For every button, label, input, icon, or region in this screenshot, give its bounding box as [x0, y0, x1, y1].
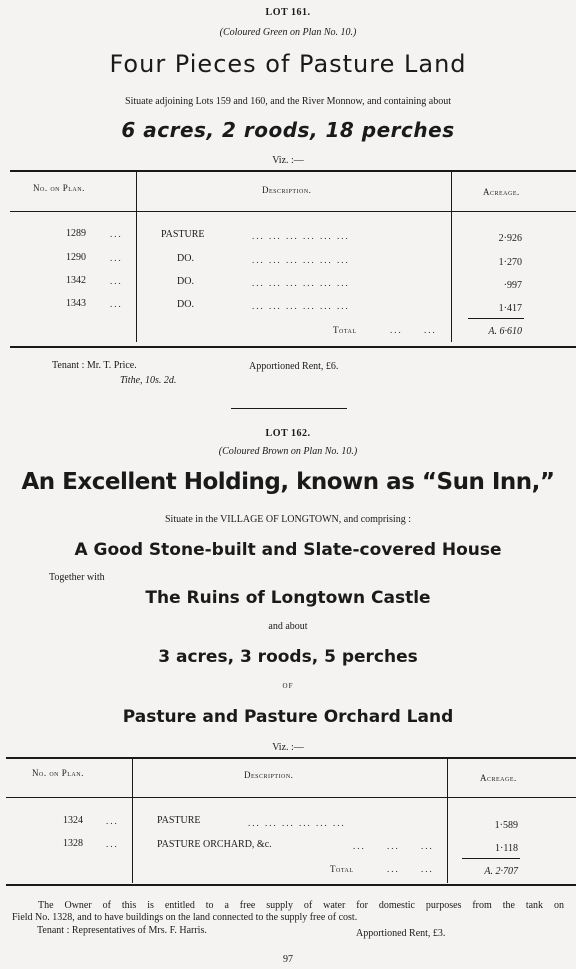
description: DO.	[177, 299, 194, 310]
table-bottom-rule	[10, 346, 576, 348]
total-label: Total	[333, 325, 357, 335]
plan-number: 1343	[66, 298, 86, 309]
lot-162-plan-note: (Coloured Brown on Plan No. 10.)	[218, 446, 358, 457]
plan-number: 1342	[66, 275, 86, 286]
acreage: 1·417	[498, 303, 522, 314]
table-col-divider	[451, 172, 452, 342]
col-header-description: Description.	[262, 185, 312, 195]
col-header-description: Description.	[244, 770, 294, 780]
lot-162-water-note-line-2: Field No. 1328, and to have buildings on the land connected to the supply free of cost.	[12, 912, 358, 923]
table-col-divider	[447, 759, 448, 883]
leader-dots: ... ... ... ... ... ...	[252, 301, 350, 311]
leader-dots: ...	[421, 864, 434, 874]
table-header-rule	[10, 211, 576, 212]
leader-dots: ... ... ... ... ... ...	[248, 818, 346, 828]
description: DO.	[177, 253, 194, 264]
lot-161-rent: Apportioned Rent, £6.	[249, 361, 339, 372]
plan-number: 1289	[66, 228, 86, 239]
table-top-rule	[10, 170, 576, 172]
lot-161-viz: Viz. :—	[272, 155, 304, 166]
lot-162-title: An Excellent Holding, known as “Sun Inn,”	[21, 469, 555, 495]
table-top-rule	[6, 757, 576, 759]
description: DO.	[177, 276, 194, 287]
lot-162-land: Pasture and Pasture Orchard Land	[122, 707, 454, 727]
leader-dots: ...	[110, 299, 123, 309]
col-header-acreage: Acreage.	[483, 187, 520, 197]
lot-162-rent: Apportioned Rent, £3.	[356, 928, 446, 939]
page-number: 97	[283, 954, 293, 965]
total-acreage: A. 6·610	[488, 326, 522, 337]
leader-dots: ...	[353, 841, 366, 851]
total-acreage: A. 2·707	[484, 866, 518, 877]
lot-162-house: A Good Stone-built and Slate-covered House	[74, 540, 502, 560]
leader-dots: ...	[110, 253, 123, 263]
description: PASTURE	[161, 229, 205, 240]
lot-161-plan-note: (Coloured Green on Plan No. 10.)	[219, 27, 357, 38]
col-header-no: No. on Plan.	[32, 768, 84, 778]
leader-dots: ...	[106, 839, 119, 849]
leader-dots: ...	[110, 276, 123, 286]
lot-162-ruins: The Ruins of Longtown Castle	[145, 588, 431, 608]
leader-dots: ...	[106, 816, 119, 826]
lot-161-title: Four Pieces of Pasture Land	[109, 50, 467, 78]
lot-161-area: 6 acres, 2 roods, 18 perches	[121, 118, 455, 142]
total-rule	[462, 858, 520, 859]
acreage: ·997	[503, 280, 522, 291]
lot-162-area: 3 acres, 3 roods, 5 perches	[158, 647, 418, 667]
description: PASTURE ORCHARD, &c.	[157, 839, 272, 850]
plan-number: 1328	[63, 838, 83, 849]
plan-number: 1290	[66, 252, 86, 263]
leader-dots: ... ... ... ... ... ...	[252, 231, 350, 241]
lot-161-situate: Situate adjoining Lots 159 and 160, and the River Monnow, and containing about	[125, 96, 451, 107]
leader-dots: ... ... ... ... ... ...	[252, 278, 350, 288]
leader-dots: ...	[387, 864, 400, 874]
description: PASTURE	[157, 815, 201, 826]
lot-162-situate: Situate in the VILLAGE OF LONGTOWN, and comprising :	[165, 514, 411, 525]
leader-dots: ... ... ... ... ... ...	[252, 255, 350, 265]
lot-161-tithe: Tithe, 10s. 2d.	[120, 375, 177, 386]
col-header-acreage: Acreage.	[480, 773, 517, 783]
leader-dots: ...	[421, 841, 434, 851]
lot-162-together-with: Together with	[49, 572, 105, 583]
col-header-no: No. on Plan.	[33, 183, 85, 193]
table-col-divider	[132, 759, 133, 883]
leader-dots: ...	[110, 229, 123, 239]
leader-dots: ...	[387, 841, 400, 851]
table-col-divider	[136, 172, 137, 342]
lot-162-water-note-line-1: The Owner of this is entitled to a free supply of water for domestic purposes from the tank on	[38, 900, 564, 911]
lot-162-tenant: Tenant : Representatives of Mrs. F. Harris.	[37, 925, 207, 936]
table-header-rule	[6, 797, 576, 798]
acreage: 1·118	[495, 843, 518, 854]
lot-162-of: OF	[282, 682, 294, 690]
total-label: Total	[330, 864, 354, 874]
leader-dots: ...	[424, 325, 437, 335]
lot-161-label: LOT 161.	[265, 7, 311, 18]
plan-number: 1324	[63, 815, 83, 826]
leader-dots: ...	[390, 325, 403, 335]
lot-162-viz: Viz. :—	[272, 742, 304, 753]
acreage: 1·270	[498, 257, 522, 268]
lot-161-tenant: Tenant : Mr. T. Price.	[52, 360, 137, 371]
table-bottom-rule	[6, 884, 576, 886]
lot-162-and-about: and about	[268, 621, 308, 632]
section-divider	[231, 408, 347, 409]
acreage: 1·589	[494, 820, 518, 831]
lot-162-label: LOT 162.	[265, 428, 311, 439]
total-rule	[468, 318, 524, 319]
acreage: 2·926	[498, 233, 522, 244]
